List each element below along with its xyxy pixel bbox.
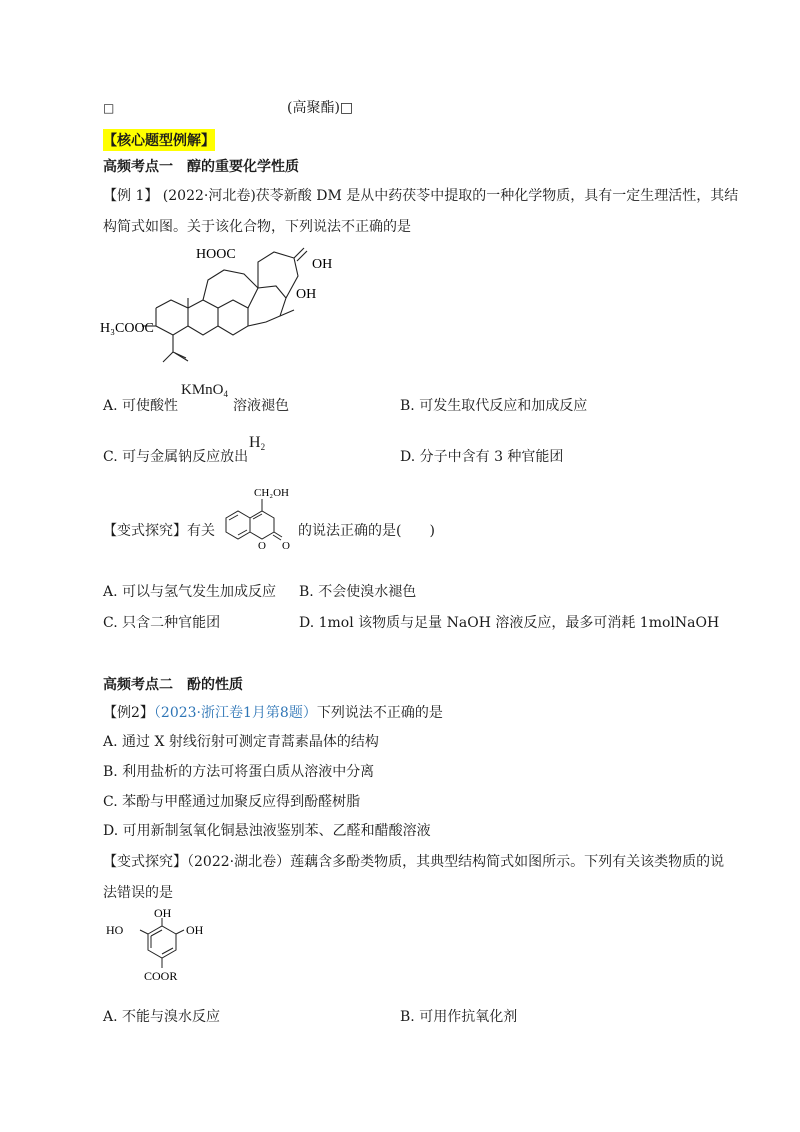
oh-left-label: HO [106,923,124,937]
variant1-pre: 【变式探究】有关 [103,523,215,539]
dm-acid-structure [98,240,358,370]
cooh-label: HOOC [196,247,236,262]
polyphenol-structure [100,906,210,986]
oh-top-label: OH [154,906,172,920]
var2-option-b: B. 可用作抗氧化剂 [400,1009,518,1025]
ester-label: H₃COOC [100,321,154,336]
ex2-option-b: B. 利用盐析的方法可将蛋白质从溶液中分离 [103,764,375,780]
ch2oh-label: CH₂OH [254,487,290,499]
example2-label: 【例2】 [103,705,154,721]
example1-line2: 构简式如图。关于该化合物，下列说法不正确的是 [103,219,411,235]
section-header: 【核心题型例解】 [103,129,215,151]
ring-o-label: O [258,540,266,552]
polyester-note: (高聚酯)□ [287,100,354,116]
ex2-option-d: D. 可用新制氢氧化铜悬浊液鉴别苯、乙醛和醋酸溶液 [103,823,431,839]
example1-line1: 【例 1】 (2022·河北卷)茯苓新酸 DM 是从中药茯苓中提取的一种化学物质，具有一定生理活性，其结 [103,188,739,204]
h2-formula [249,434,265,452]
ex2-option-a: A. 通过 X 射线衍射可测定青蒿素晶体的结构 [103,734,379,750]
var1-option-a: A. 可以与氢气发生加成反应 [103,584,277,600]
var2-option-a: A. 不能与溴水反应 [103,1009,221,1025]
kmno4-text: KMnO [181,382,224,398]
kmno4-sub: 4 [223,389,229,399]
ex1-option-a-post: 溶液褪色 [233,398,289,414]
ex1-option-c: C. 可与金属钠反应放出 [103,449,249,465]
carbonyl-o-label: O [282,540,290,552]
var1-option-d: D. 1mol 该物质与足量 NaOH 溶液反应，最多可消耗 1molNaOH [299,615,720,631]
oh1-label: OH [312,257,333,272]
example2-source: （2023·浙江卷1月第8题） [153,705,317,721]
ex1-option-a [103,397,178,415]
ex2-option-c: C. 苯酚与甲醛通过加聚反应得到酚醛树脂 [103,794,361,810]
ex1-option-a-pre: A. 可使酸性 [103,398,179,414]
topic2-title: 高频考点二 酚的性质 [103,677,243,693]
topic1-title: 高频考点一 醇的重要化学性质 [103,159,299,175]
variant2-line2: 法错误的是 [103,885,173,901]
example2-question: 下列说法不正确的是 [316,705,443,721]
example2-line [103,704,443,722]
coumarin-structure [212,484,294,556]
var1-option-b: B. 不会使溴水褪色 [299,584,417,600]
oh2-label: OH [296,287,317,302]
coor-label: COOR [144,969,178,983]
oh-right-label: OH [186,923,204,937]
var1-option-c: C. 只含二种官能团 [103,615,221,631]
variant1-post: 的说法正确的是( ) [298,523,435,539]
h2-sub: 2 [260,442,266,452]
ex1-option-b: B. 可发生取代反应和加成反应 [400,398,588,414]
ex1-option-d: D. 分子中含有 3 种官能团 [400,449,564,465]
kmno4-formula [181,382,228,399]
h2-text: H [249,434,261,451]
placeholder-box: □ [103,101,115,115]
variant2-line1: 【变式探究】（2022·湖北卷）莲藕含多酚类物质，其典型结构简式如图所示。下列有关该类物质的说 [103,854,725,870]
